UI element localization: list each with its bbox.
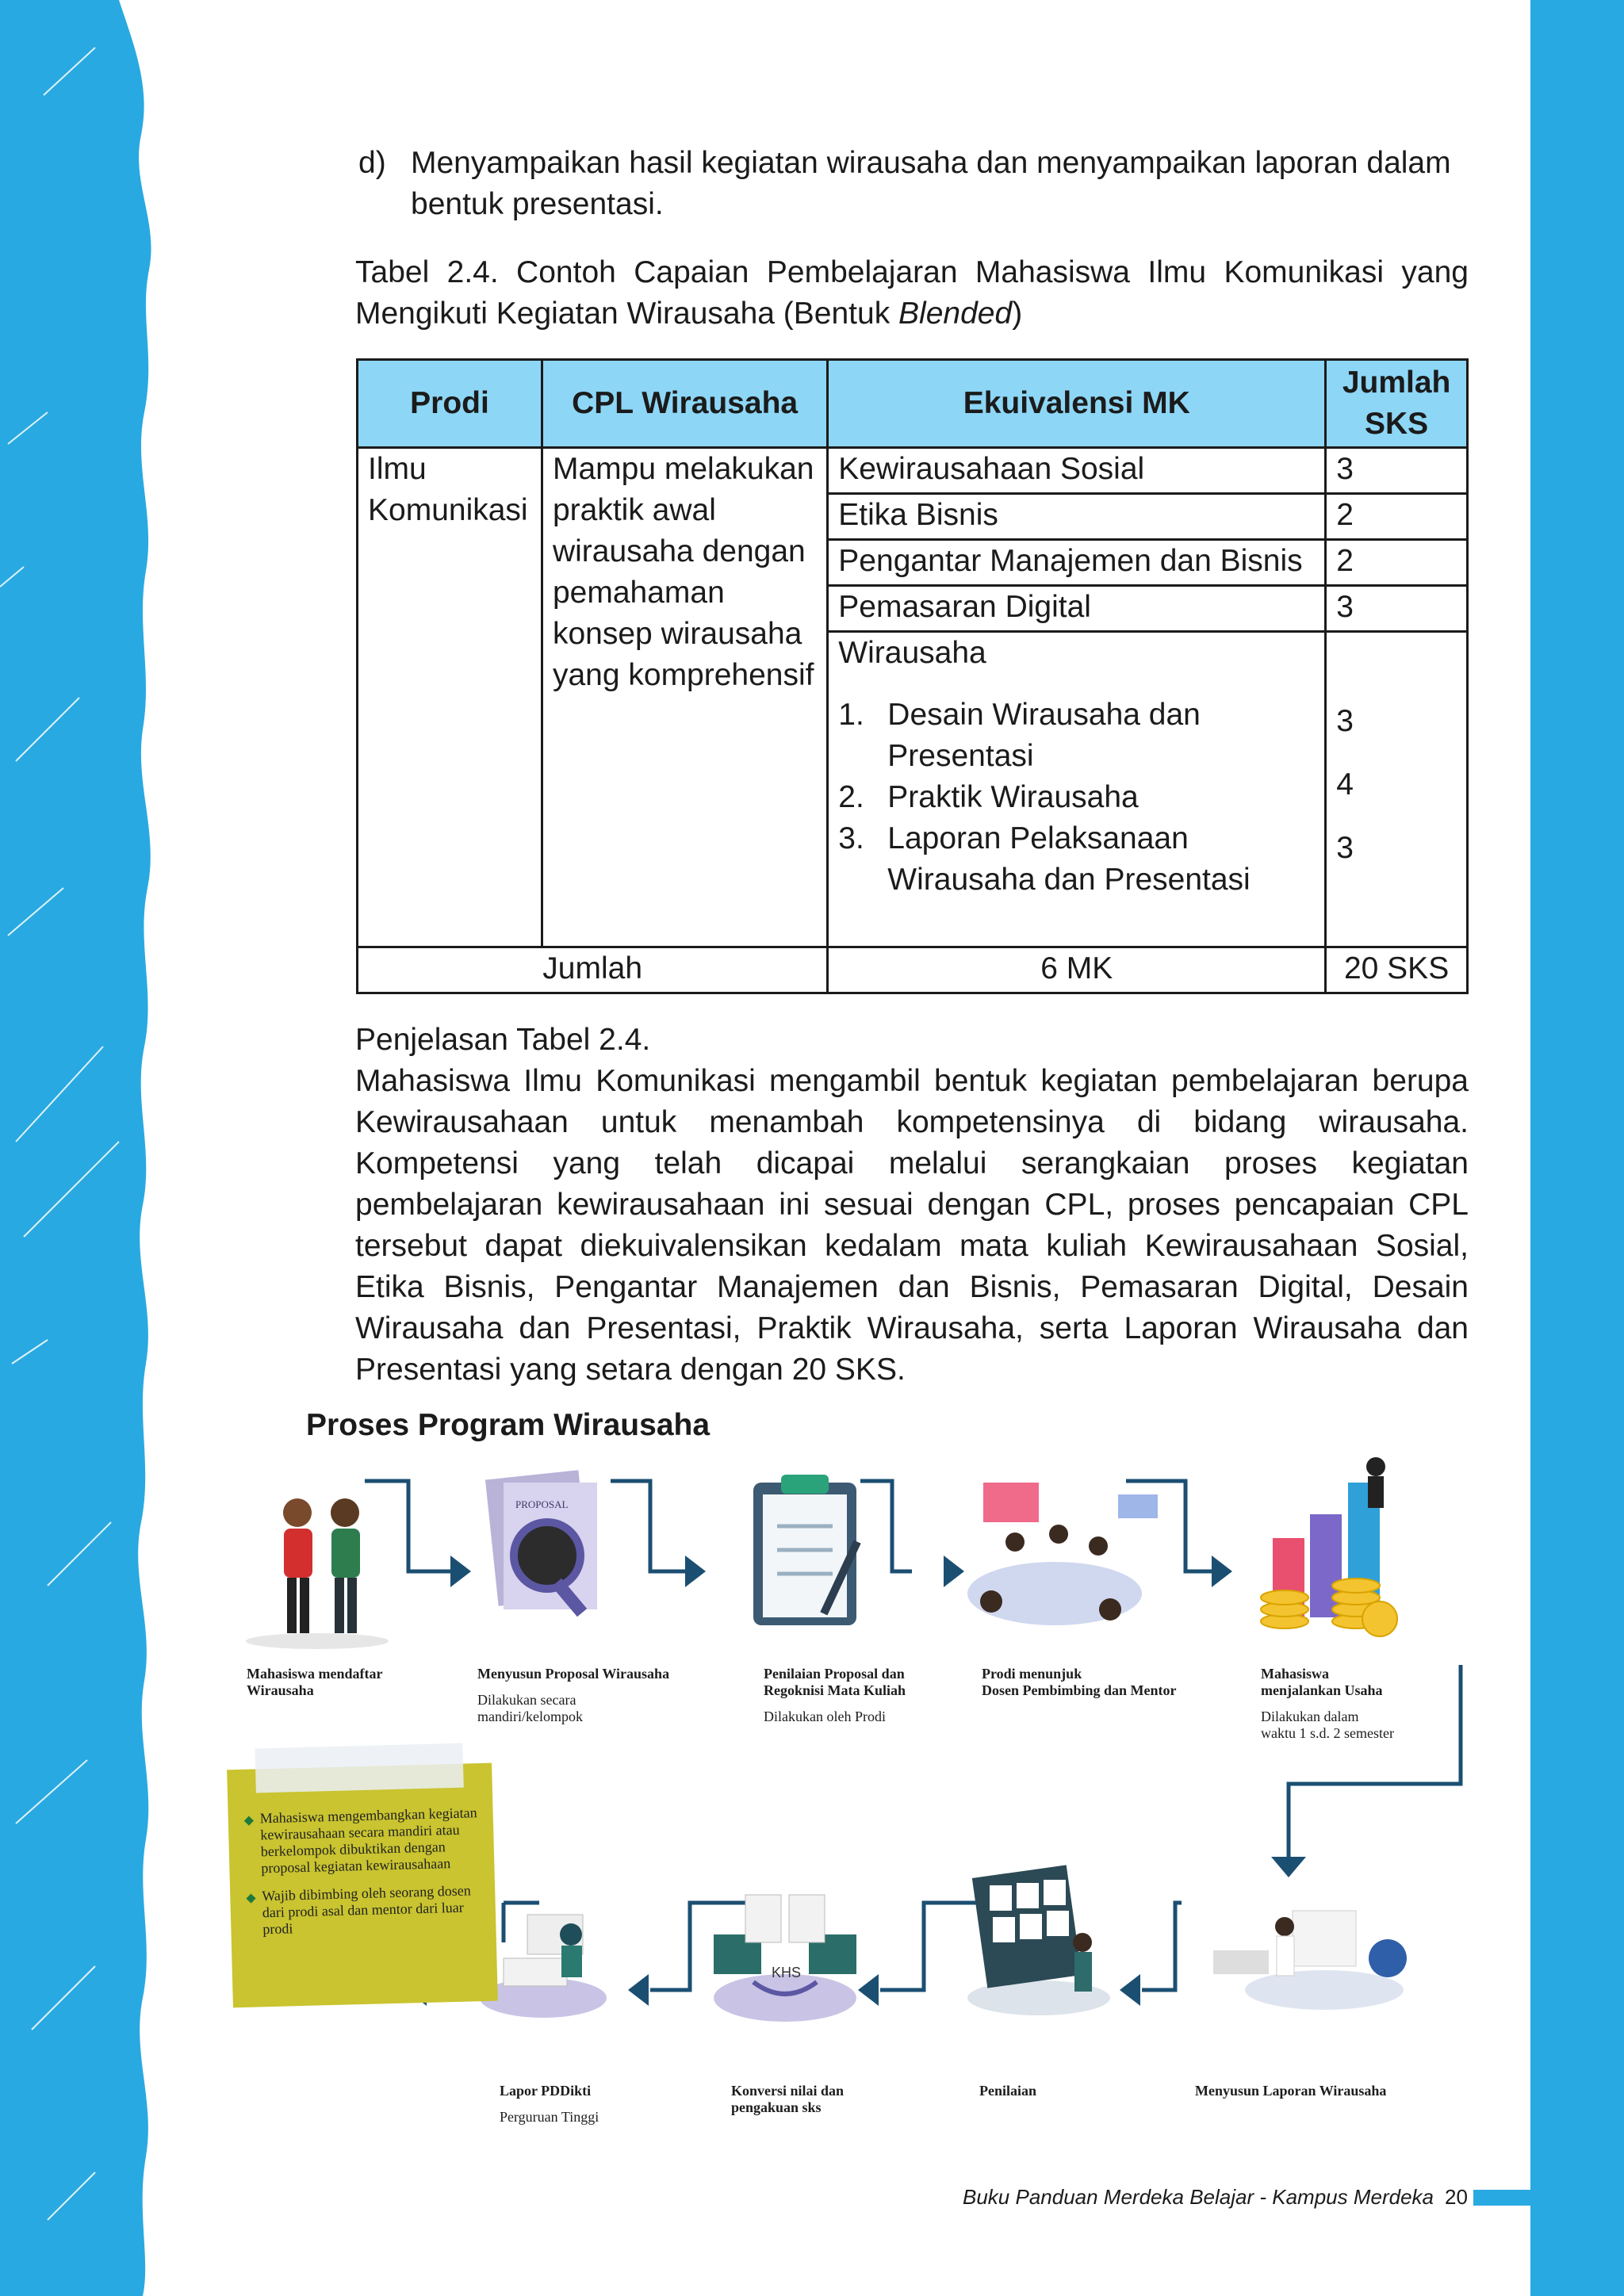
- step-sub: Perguruan Tinggi: [500, 2109, 599, 2125]
- list-number: 2.: [838, 780, 864, 814]
- connector-arrow: [860, 1481, 912, 1571]
- step-3-label: [764, 1666, 906, 1725]
- page-number: 20: [1445, 2185, 1468, 2209]
- footer-book-title: Buku Panduan Merdeka Belajar - Kampus Merdeka: [963, 2185, 1434, 2209]
- step-title: Mahasiswa mendaftar Wirausaha: [247, 1666, 383, 1698]
- connector-arrow: [365, 1481, 456, 1571]
- cell-mk: Pengantar Manajemen dan Bisnis: [828, 540, 1326, 586]
- arrow-head: [685, 1556, 706, 1587]
- tape-strip: [255, 1743, 463, 1793]
- wirausaha-list: [838, 695, 1315, 901]
- diamond-bullet-icon: ◆: [246, 1891, 256, 1905]
- arrow-head: [858, 1974, 879, 2006]
- cell-cpl: Mampu melakukan praktik awal wirausaha dengan pemahaman konsep wirausaha yang komprehensif: [542, 448, 827, 947]
- diamond-bullet-icon: ◆: [243, 1813, 255, 1827]
- header-prodi: Prodi: [358, 360, 542, 448]
- business-illustration: [1261, 1457, 1397, 1636]
- connector-arrow: [611, 1481, 690, 1571]
- step-lapor-label: [500, 2083, 599, 2126]
- caption-suffix: ): [1012, 297, 1023, 331]
- note-text: Mahasiswa mengembangkan kegiatan kewirausahaan secara mandiri atau berkelompok dibuktikan dengan proposal kegiatan kewirausahaan: [259, 1804, 477, 1877]
- step-konversi-label: [731, 2083, 844, 2116]
- step-penilaian-label: [979, 2083, 1036, 2099]
- sks-value: 4: [1336, 767, 1354, 802]
- step-4-label: [982, 1666, 1177, 1699]
- arrow-head: [628, 1974, 649, 2006]
- caption-line-1: Tabel 2.4. Contoh Capaian Pembelajaran Mahasiswa Ilmu Komunikasi yang: [355, 255, 1469, 289]
- note-item: [246, 1882, 496, 1938]
- step-title: Menyusun Laporan Wirausaha: [1195, 2083, 1387, 2099]
- arrow-head: [450, 1556, 471, 1587]
- wirausaha-title: Wirausaha: [838, 636, 986, 670]
- cell-sks: 3: [1326, 586, 1468, 632]
- step-title: Konversi nilai dan pengakuan sks: [731, 2083, 845, 2115]
- list-item: [838, 818, 1315, 901]
- cell-wirausaha-sks: [1326, 632, 1468, 947]
- students-illustration: [246, 1498, 389, 1649]
- step-sub: Dilakukan dalam waktu 1 s.d. 2 semester: [1261, 1709, 1394, 1741]
- note-text: Wajib dibimbing oleh seorang dosen dari prodi asal dan mentor dari luar prodi: [262, 1882, 471, 1938]
- process-title: Proses Program Wirausaha: [306, 1408, 710, 1442]
- arrow-head: [1212, 1556, 1232, 1587]
- table-total-row: [358, 947, 1468, 993]
- cell-sks: 2: [1326, 540, 1468, 586]
- list-text: Desain Wirausaha dan Presentasi: [887, 698, 1201, 773]
- proposal-label: PROPOSAL: [515, 1498, 569, 1510]
- step-title: Mahasiswa menjalankan Usaha: [1261, 1666, 1383, 1698]
- total-label: Jumlah: [358, 947, 828, 993]
- header-ekuivalensi: Ekuivalensi MK: [828, 360, 1326, 448]
- clipboard-illustration: [753, 1475, 861, 1625]
- step-title: Menyusun Proposal Wirausaha: [477, 1666, 670, 1682]
- table-header-row: [358, 360, 1468, 448]
- sks-value: 3: [1336, 831, 1354, 865]
- arrow-head: [944, 1556, 964, 1587]
- cpl-table: [356, 358, 1469, 994]
- explanation-body: Mahasiswa Ilmu Komunikasi mengambil bentuk kegiatan pembelajaran berupa Kewirausahaan untuk menambah kompetensinya di bidang wirausaha. Kompetensi yang telah dicapai melalui serangkaian proses kegiatan pembelajaran kewirausahaan ini sesuai dengan CPL, proses pencapaian CPL tersebut dapat diekuivalensikan kedalam mata kuliah Kewirausahaan Sosial, Etika Bisnis, Pengantar Manajemen dan Bisnis, Pemasaran Digital, Desain Wirausaha dan Presentasi, Praktik Wirausaha, serta Laporan Wirausaha dan Presentasi yang setara dengan 20 SKS.: [355, 1064, 1469, 1387]
- sticky-note: [227, 1763, 498, 2008]
- step-1-label: [247, 1666, 383, 1699]
- khs-label: KHS: [772, 1965, 802, 1980]
- khs-illustration: [714, 1895, 856, 2022]
- note-item: [243, 1804, 494, 1877]
- cell-mk: Pemasaran Digital: [828, 586, 1326, 632]
- arrow-head-down: [1271, 1857, 1306, 1877]
- meeting-illustration: [967, 1483, 1158, 1625]
- cell-prodi: Ilmu Komunikasi: [358, 448, 542, 947]
- caption-line-2: [355, 293, 1469, 335]
- left-decorative-band: [0, 0, 167, 2296]
- report-illustration: [1213, 1911, 1407, 2010]
- caption-italic: Blended: [898, 297, 1013, 331]
- list-number: 3.: [838, 821, 864, 855]
- assessment-illustration: [967, 1865, 1110, 2015]
- step-title: Lapor PDDikti: [500, 2083, 592, 2099]
- arrow-head: [1120, 1974, 1140, 2006]
- header-cpl: CPL Wirausaha: [542, 360, 827, 448]
- list-number: 1.: [838, 698, 864, 732]
- footer-accent-bar: [1473, 2190, 1530, 2206]
- list-item: [838, 695, 1315, 777]
- total-sks: 20 SKS: [1326, 947, 1468, 993]
- cell-mk: Kewirausahaan Sosial: [828, 448, 1326, 494]
- list-item: [838, 777, 1315, 818]
- right-decorative-band: [1530, 0, 1624, 2296]
- caption-text: Mengikuti Kegiatan Wirausaha (Bentuk: [355, 297, 899, 331]
- connector-arrow: [1142, 1903, 1182, 1990]
- step-laporan-label: [1195, 2083, 1386, 2099]
- step-sub: Dilakukan oleh Prodi: [764, 1709, 886, 1724]
- table-row: [358, 448, 1468, 494]
- cell-mk: Etika Bisnis: [828, 494, 1326, 540]
- step-2-label: [477, 1666, 669, 1725]
- step-title: Prodi menunjuk Dosen Pembimbing dan Mentor: [982, 1666, 1177, 1698]
- connector-arrow: [880, 1903, 983, 1990]
- sks-value: 3: [1336, 704, 1354, 738]
- explanation-heading: Penjelasan Tabel 2.4.: [355, 1023, 651, 1057]
- table-caption: [355, 252, 1469, 335]
- cell-wirausaha: [828, 632, 1326, 947]
- step-title: Penilaian: [979, 2083, 1037, 2099]
- list-item-text: Menyampaikan hasil kegiatan wirausaha dan menyampaikan laporan dalam bentuk presentasi.: [411, 146, 1451, 221]
- list-text: Praktik Wirausaha: [887, 780, 1139, 814]
- list-text: Laporan Pelaksanaan Wirausaha dan Presentasi: [887, 821, 1251, 897]
- step-title: Penilaian Proposal dan Regoknisi Mata Kuliah: [764, 1666, 906, 1698]
- total-mk: 6 MK: [828, 947, 1326, 993]
- proposal-illustration: [485, 1470, 597, 1617]
- cell-sks: 3: [1326, 448, 1468, 494]
- pddikti-illustration: [480, 1915, 607, 2018]
- step-5-label: [1261, 1666, 1394, 1742]
- list-item-label: d): [358, 146, 386, 180]
- table-explanation: [355, 1020, 1469, 1391]
- header-jumlah-sks: Jumlah SKS: [1326, 360, 1468, 448]
- cell-sks: 2: [1326, 494, 1468, 540]
- step-sub: Dilakukan secara mandiri/kelompok: [477, 1692, 583, 1724]
